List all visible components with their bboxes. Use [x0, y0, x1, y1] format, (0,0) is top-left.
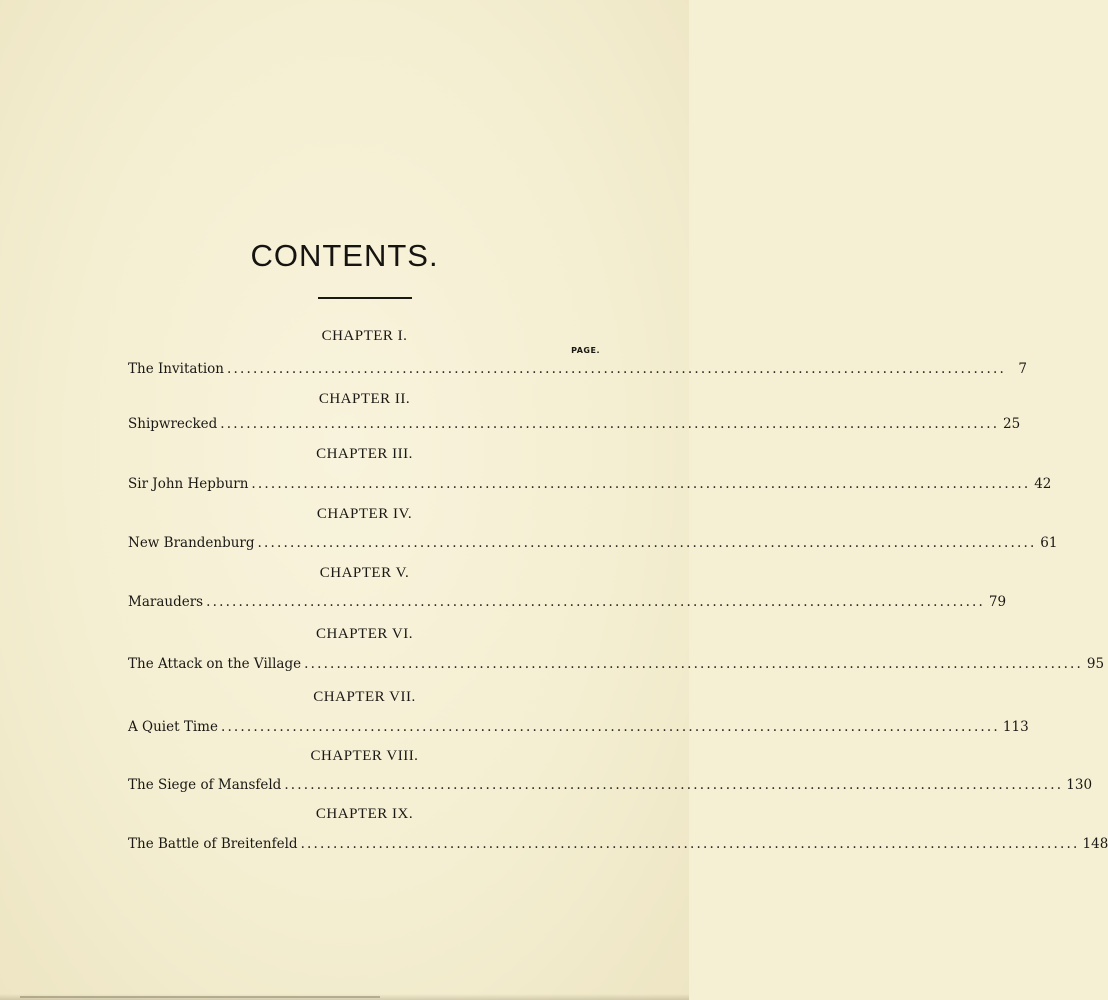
entry-title: The Invitation	[128, 361, 224, 377]
chapter-heading: CHAPTER VI.	[316, 626, 413, 642]
chapter-heading: CHAPTER IX.	[315, 806, 414, 822]
entry-page-number: 95	[1086, 656, 1105, 672]
page-title: CONTENTS.	[250, 238, 439, 273]
toc-entry	[128, 656, 1105, 672]
chapter-heading: CHAPTER IV.	[316, 506, 413, 522]
toc-entry	[128, 777, 1093, 793]
entry-page-number: 7	[1018, 361, 1027, 377]
toc-entry	[128, 361, 1027, 377]
dot-leader: ........................................................................................................................	[220, 416, 1000, 432]
entry-title: New Brandenburg	[128, 535, 255, 551]
chapter-heading: CHAPTER V.	[319, 565, 410, 581]
dot-leader: ........................................................................................................................	[220, 719, 1000, 735]
entry-page-number: 113	[1002, 719, 1029, 735]
page-edge-shadow	[0, 994, 689, 1000]
dot-leader: ........................................................................................................................	[304, 656, 1084, 672]
entry-title: Marauders	[128, 594, 204, 610]
entry-page-number: 25	[1003, 416, 1021, 432]
toc-entry	[128, 416, 1021, 432]
entry-page-number: 148	[1082, 836, 1108, 852]
chapter-heading: CHAPTER VII.	[313, 689, 416, 705]
toc-entry	[128, 535, 1058, 551]
chapter-heading: CHAPTER I.	[321, 328, 408, 344]
dot-leader: ........................................................................................................................	[206, 594, 986, 610]
entry-title: The Siege of Mansfeld	[128, 777, 282, 793]
entry-title: Sir John Hepburn	[128, 476, 249, 492]
title-rule	[318, 297, 412, 299]
page-column-header: PAGE.	[571, 346, 600, 355]
dot-leader: ........................................................................................................................	[227, 361, 1006, 377]
entry-title: A Quiet Time	[128, 719, 218, 735]
chapter-heading: CHAPTER VIII.	[310, 748, 419, 764]
entry-title: Shipwrecked	[128, 416, 218, 432]
toc-entry	[128, 476, 1052, 492]
entry-title: The Attack on the Village	[128, 656, 302, 672]
dot-leader: ........................................................................................................................	[257, 535, 1037, 551]
entry-page-number: 42	[1034, 476, 1052, 492]
toc-entry	[128, 719, 1029, 735]
entry-page-number: 79	[988, 594, 1007, 610]
dot-leader: ........................................................................................................................	[300, 836, 1080, 852]
toc-entry	[128, 836, 1108, 852]
chapter-heading: CHAPTER III.	[316, 446, 413, 462]
entry-page-number: 61	[1040, 535, 1058, 551]
chapter-heading: CHAPTER II.	[318, 391, 411, 407]
entry-page-number: 130	[1066, 777, 1093, 793]
toc-entry	[128, 594, 1007, 610]
dot-leader: ........................................................................................................................	[284, 777, 1064, 793]
dot-leader: ........................................................................................................................	[251, 476, 1031, 492]
entry-title: The Battle of Breitenfeld	[128, 836, 298, 852]
